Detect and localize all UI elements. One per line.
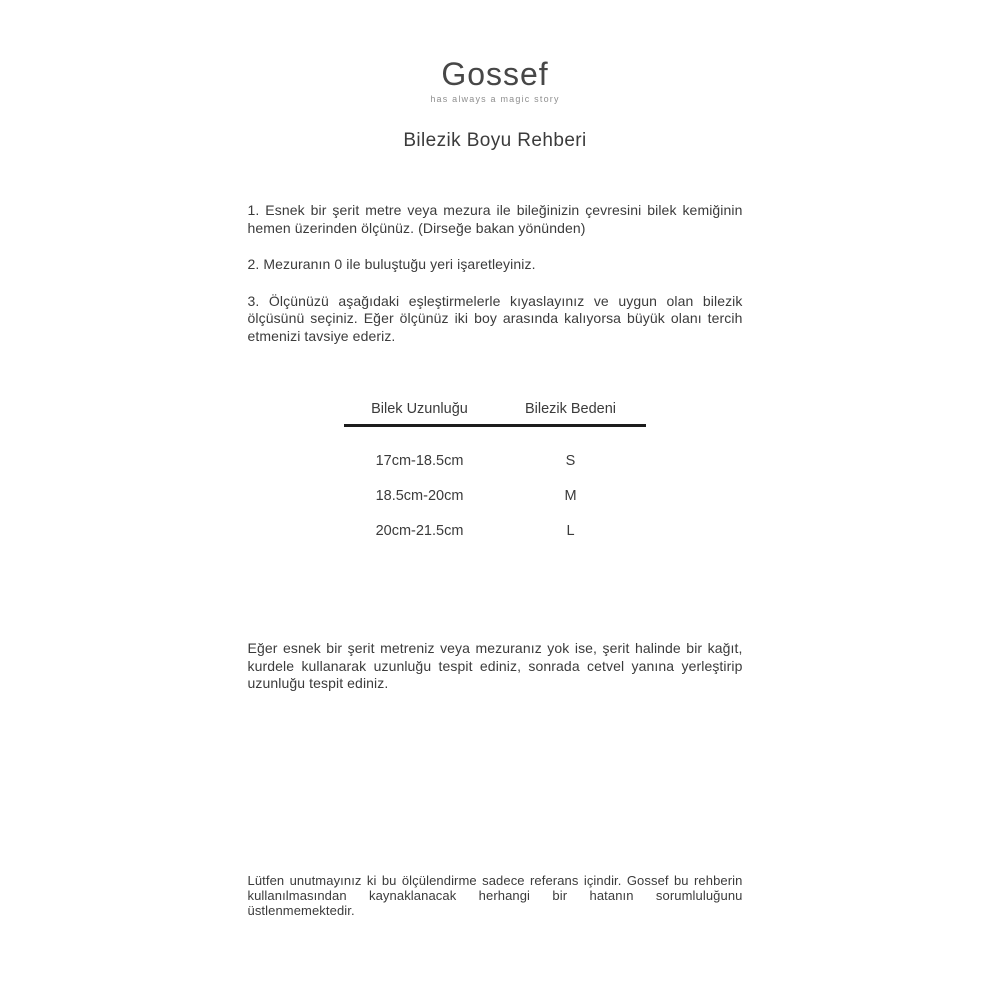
table-divider-rule [344, 424, 646, 427]
page-title: Bilezik Boyu Rehberi [403, 130, 587, 151]
wrist-length-value: 18.5cm-20cm [375, 488, 464, 504]
size-table-header-row [344, 401, 646, 424]
instruction-step-1: 1. Esnek bir şerit metre veya mezura ile bileğinizin çevresini bilek kemiğinin hemen üzerinden ölçünüz. (Dirseğe bakan yönünden) [247, 202, 743, 236]
bracelet-size-value: L [566, 523, 575, 539]
column-header-wrist-length: Bilek Uzunluğu [371, 401, 468, 417]
table-row-large [344, 523, 646, 540]
brand-tagline: has always a magic story [430, 94, 560, 104]
bracelet-size-value: S [565, 453, 576, 469]
disclaimer-text: Lütfen unutmayınız ki bu ölçülendirme sadece referans içindir. Gossef bu rehberin kullanılmasından kaynaklanacak herhangi bir hatanın sorumluluğunu üstlenmemektedir. [247, 872, 743, 918]
column-header-bracelet-size: Bilezik Bedeni [524, 401, 617, 417]
table-row-small [344, 453, 646, 470]
bracelet-size-value: M [564, 488, 577, 504]
instructions-section [248, 202, 743, 345]
wrist-length-value: 17cm-18.5cm [375, 453, 464, 469]
brand-logo: Gossef [441, 56, 549, 92]
size-guide-document [248, 0, 743, 918]
table-row-medium [344, 488, 646, 505]
wrist-length-value: 20cm-21.5cm [375, 523, 464, 539]
alternative-measurement-note: Eğer esnek bir şerit metreniz veya mezuranız yok ise, şerit halinde bir kağıt, kurdele kullanarak uzunluğu tespit ediniz, sonrada cetvel yanına yerleştirip uzunluğu tespit ediniz. [247, 640, 743, 691]
size-table [344, 401, 646, 540]
brand-header [248, 56, 743, 104]
instruction-step-3: 3. Ölçünüzü aşağıdaki eşleştirmelerle kıyaslayınız ve uygun olan bilezik ölçüsünü seçiniz. Eğer ölçünüz iki boy arasında kalıyorsa büyük olanı tercih etmenizi tavsiye ederiz. [247, 292, 743, 344]
instruction-step-2: 2. Mezuranın 0 ile buluştuğu yeri işaretleyiniz. [247, 256, 536, 272]
